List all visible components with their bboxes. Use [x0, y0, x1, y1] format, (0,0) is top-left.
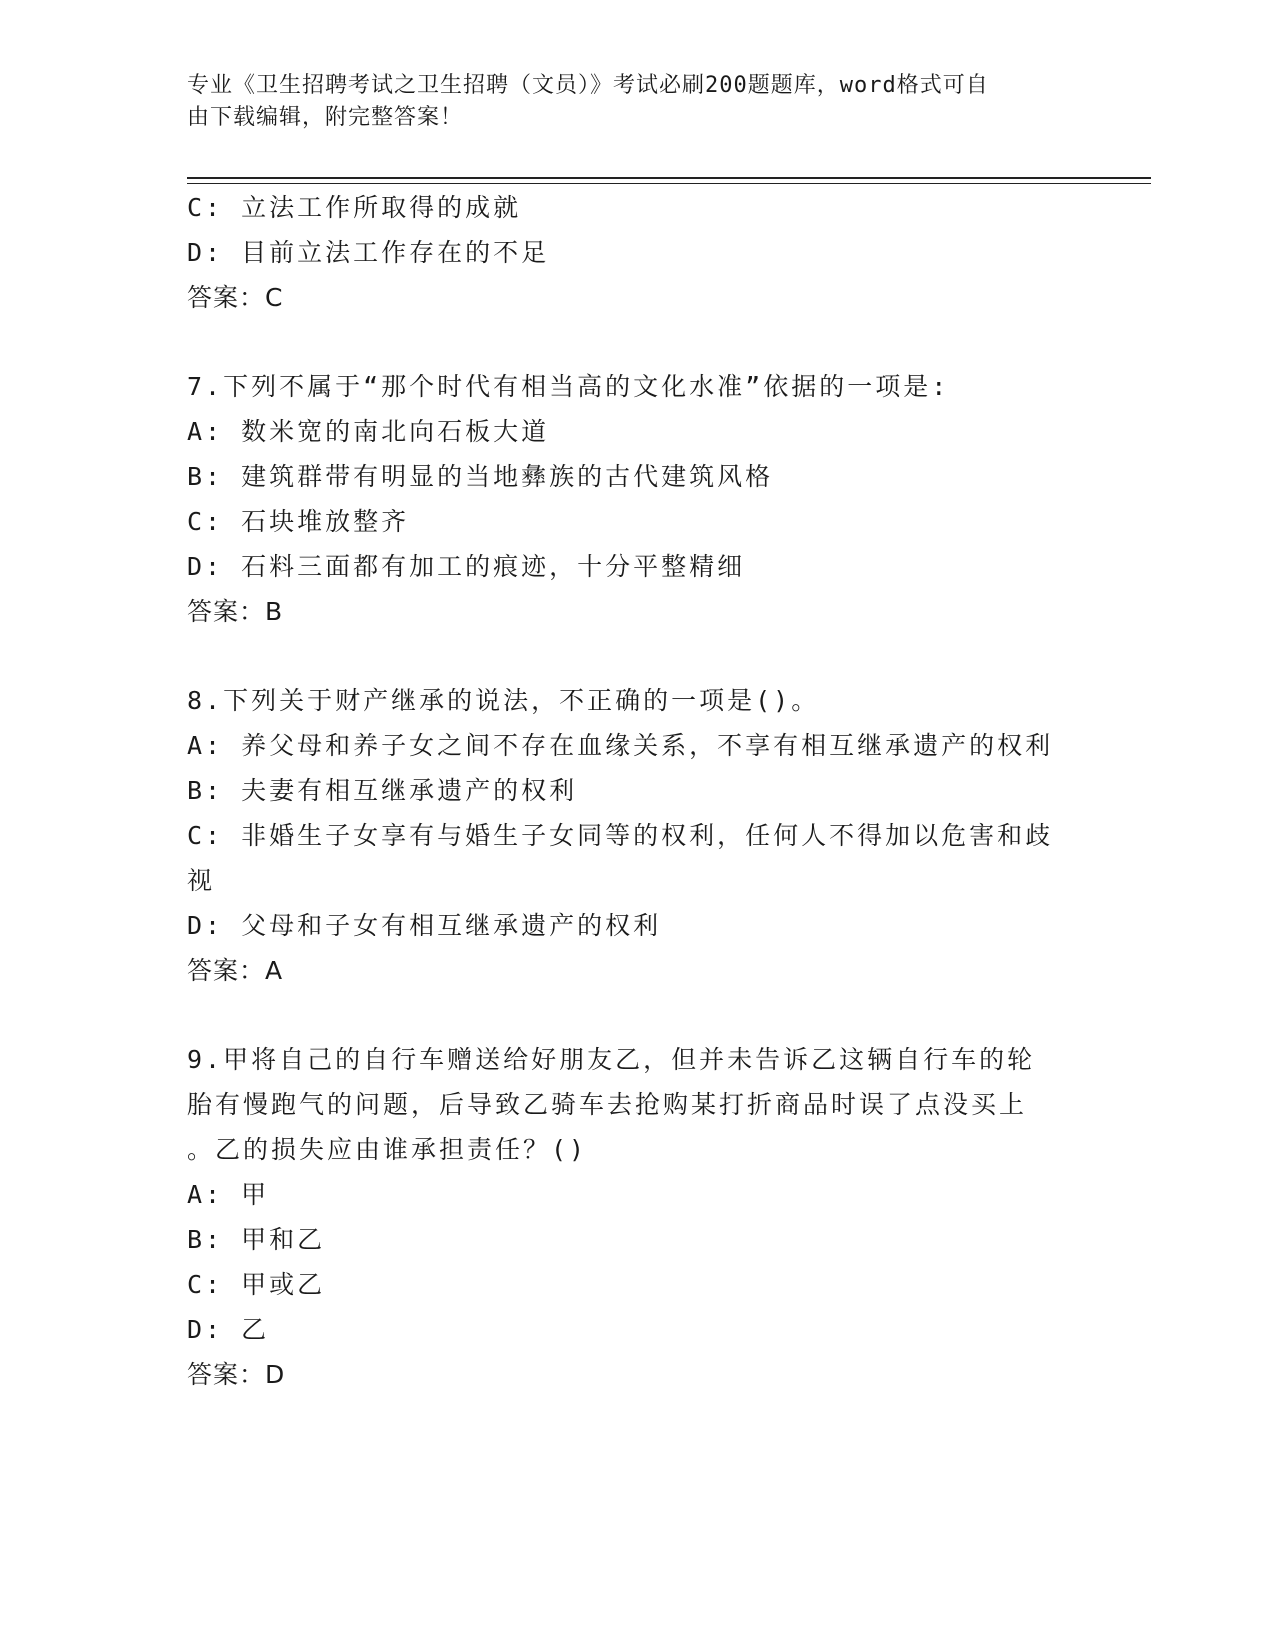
- q9-stem-line-1: 9.甲将自己的自行车赠送给好朋友乙，但并未告诉乙这辆自行车的轮: [187, 1045, 1036, 1074]
- q9-answer: 答案：D: [187, 1360, 286, 1389]
- q7-stem: 7.下列不属于“那个时代有相当高的文化水准”依据的一项是:: [187, 372, 950, 401]
- q7-answer: 答案：B: [187, 597, 284, 626]
- q7-option-c: C: 石块堆放整齐: [187, 507, 410, 536]
- header-divider-thick: [187, 177, 1151, 179]
- q9-stem-line-3: 。乙的损失应由谁承担责任？(): [187, 1135, 588, 1164]
- header-line-1: 专业《卫生招聘考试之卫生招聘（文员）》考试必刷200题题库，word格式可自: [187, 73, 989, 98]
- q8-option-a: A: 养父母和养子女之间不存在血缘关系，不享有相互继承遗产的权利: [187, 731, 1054, 760]
- q6-option-c: C: 立法工作所取得的成就: [187, 193, 522, 222]
- q9-stem-line-2: 胎有慢跑气的问题，后导致乙骑车去抢购某打折商品时误了点没买上: [187, 1090, 1028, 1119]
- q6-option-d: D: 目前立法工作存在的不足: [187, 238, 550, 267]
- q9-option-a: A: 甲: [187, 1180, 270, 1209]
- header-divider-thin: [187, 183, 1151, 184]
- q9-option-d: D: 乙: [187, 1315, 270, 1344]
- q8-stem: 8.下列关于财产继承的说法，不正确的一项是()。: [187, 686, 820, 715]
- q9-option-b: B: 甲和乙: [187, 1225, 326, 1254]
- header-line-2: 由下载编辑，附完整答案！: [187, 105, 464, 130]
- q8-option-c: C: 非婚生子女享有与婚生子女同等的权利，任何人不得加以危害和歧: [187, 821, 1054, 850]
- q7-option-d: D: 石料三面都有加工的痕迹，十分平整精细: [187, 552, 746, 581]
- q6-answer: 答案：C: [187, 283, 284, 312]
- q7-option-b: B: 建筑群带有明显的当地彝族的古代建筑风格: [187, 462, 774, 491]
- q9-option-c: C: 甲或乙: [187, 1270, 326, 1299]
- q8-option-c-continued: 视: [187, 866, 216, 895]
- q8-option-d: D: 父母和子女有相互继承遗产的权利: [187, 911, 662, 940]
- q8-answer: 答案：A: [187, 956, 284, 985]
- q7-option-a: A: 数米宽的南北向石板大道: [187, 417, 550, 446]
- page-header: [187, 70, 1067, 134]
- q8-option-b: B: 夫妻有相互继承遗产的权利: [187, 776, 578, 805]
